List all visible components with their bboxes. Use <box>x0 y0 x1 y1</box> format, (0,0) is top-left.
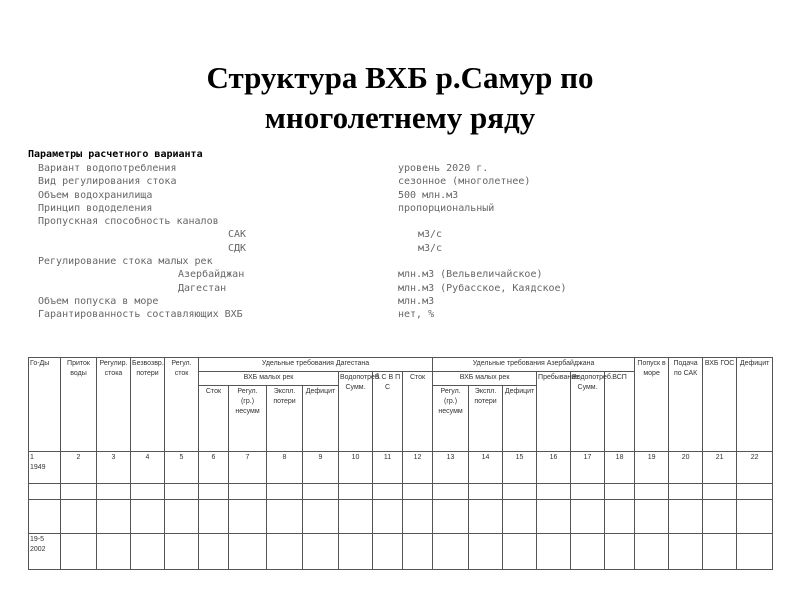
header-regulated-flow-cont <box>165 386 199 452</box>
header-losses-cont <box>131 386 165 452</box>
param-row <box>28 215 728 228</box>
param-label: Объем попуска в море <box>38 295 159 307</box>
column-number: 13 <box>433 452 469 484</box>
column-number: 4 <box>131 452 165 484</box>
param-row <box>28 242 728 255</box>
header-dag-runoff: Сток <box>199 386 229 452</box>
param-value: млн.м3 (Рубасское, Каядское) <box>398 282 567 294</box>
column-number: 6 <box>199 452 229 484</box>
column-number: 9 <box>303 452 339 484</box>
header-year: Го-Ды <box>29 358 61 386</box>
header-inflow: Приток воды <box>61 358 97 386</box>
header-az-regulated: Регул. (гр.) несумм <box>433 386 469 452</box>
column-number: 5 <box>165 452 199 484</box>
header-dag-deficit: Дефицит <box>303 386 339 452</box>
column-number: 20 <box>669 452 703 484</box>
header-sea-release: Попуск в море <box>635 358 669 386</box>
column-number: 14 <box>469 452 503 484</box>
column-number: 2 <box>61 452 97 484</box>
table-row <box>29 500 773 534</box>
header-az-runoff: Сток <box>403 372 433 452</box>
header-dag-regulated: Регул. (гр.) несумм <box>229 386 267 452</box>
column-number: 12 <box>403 452 433 484</box>
page-title <box>0 58 800 138</box>
column-number: 19 <box>635 452 669 484</box>
param-row <box>28 268 728 281</box>
param-label: Объем водохранилища <box>38 189 153 201</box>
param-label: Регулирование стока малых рек <box>38 256 213 268</box>
table-row <box>29 534 773 570</box>
param-row <box>28 255 728 268</box>
header-vhb-gos: ВХБ ГОС <box>703 358 737 386</box>
header-az-deficit: Дефицит <box>503 386 537 452</box>
param-value: млн.м3 (Вельвеличайское) <box>398 269 543 281</box>
parameters-heading: Параметры расчетного варианта <box>28 149 203 160</box>
header-regulated-flow: Регул. сток <box>165 358 199 386</box>
header-dag-exploitation: Экспл. потери <box>267 386 303 452</box>
param-row <box>28 282 728 295</box>
title-line-1: Структура ВХБ р.Самур по <box>206 60 594 95</box>
header-group-dagestan: Удельные требования Дагестана <box>199 358 433 372</box>
param-row <box>28 295 728 308</box>
param-row <box>28 308 728 321</box>
header-inflow-cont <box>61 386 97 452</box>
title-line-2: многолетнему ряду <box>264 100 536 135</box>
year-first: 1949 <box>30 464 46 471</box>
param-row <box>28 202 728 215</box>
header-vhb-dagestan: ВХБ малых рек <box>199 372 339 386</box>
header-year-cont <box>29 386 61 452</box>
param-value: м3/с <box>418 229 443 241</box>
param-value: млн.м3 <box>398 295 435 307</box>
column-number: 16 <box>537 452 571 484</box>
param-value: нет, % <box>398 309 435 321</box>
column-number: 10 <box>339 452 373 484</box>
param-label: САК <box>228 229 247 241</box>
year-last: 19-5 2002 <box>29 534 61 570</box>
param-row <box>28 228 728 241</box>
header-sea-release-cont <box>635 386 669 452</box>
param-label: Азербайджан <box>178 269 245 281</box>
header-regulation-cont <box>97 386 131 452</box>
column-number: 17 <box>571 452 605 484</box>
header-az-consumption: Водопотреб. Сумм. <box>571 372 605 452</box>
param-label: СДК <box>228 242 247 254</box>
header-dag-vsvps: В С В П С <box>373 372 403 452</box>
header-az-exploitation: Экспл. потери <box>469 386 503 452</box>
header-losses: Безвозвр. потери <box>131 358 165 386</box>
column-number: 3 <box>97 452 131 484</box>
header-az-vsp: ВСП <box>605 372 635 452</box>
param-value: уровень 2020 г. <box>398 163 489 174</box>
column-number: 8 <box>267 452 303 484</box>
param-value: сезонное (многолетнее) <box>398 176 531 188</box>
param-label: Вариант водопотребления <box>38 163 177 174</box>
param-label: Вид регулирования стока <box>38 176 177 188</box>
column-number: 11 <box>373 452 403 484</box>
table-row <box>29 484 773 500</box>
header-vhb-azerbaijan: ВХБ малых рек <box>433 372 537 386</box>
header-group-azerbaijan: Удельные требования Азербайджана <box>433 358 635 372</box>
header-regulation: Регулир. стока <box>97 358 131 386</box>
param-row <box>28 189 728 202</box>
param-value: пропорциональный <box>398 202 495 214</box>
balance-table <box>28 357 773 570</box>
column-number: 1 1949 <box>29 452 61 484</box>
column-number: 22 <box>737 452 773 484</box>
param-label: Дагестан <box>178 282 227 294</box>
param-label: Принцип вододеления <box>38 202 153 214</box>
param-value: 500 млн.м3 <box>398 189 459 201</box>
header-dag-consumption: Водопотреб. Сумм. <box>339 372 373 452</box>
column-number: 21 <box>703 452 737 484</box>
param-label: Гарантированность составляющих ВХБ <box>38 309 243 321</box>
column-number: 7 <box>229 452 267 484</box>
param-row <box>28 162 728 175</box>
column-number: 15 <box>503 452 537 484</box>
param-label: Пропускная способность каналов <box>38 216 219 228</box>
header-sak-supply: Подача по САК <box>669 358 703 386</box>
header-deficit-total-cont <box>737 386 773 452</box>
header-deficit-total: Дефицит <box>737 358 773 386</box>
parameters-block <box>28 148 728 322</box>
header-sak-supply-cont <box>669 386 703 452</box>
param-row <box>28 175 728 188</box>
param-value: м3/с <box>418 242 443 254</box>
header-az-stay: Пребывание <box>537 372 571 452</box>
header-vhb-gos-cont <box>703 386 737 452</box>
column-number: 18 <box>605 452 635 484</box>
